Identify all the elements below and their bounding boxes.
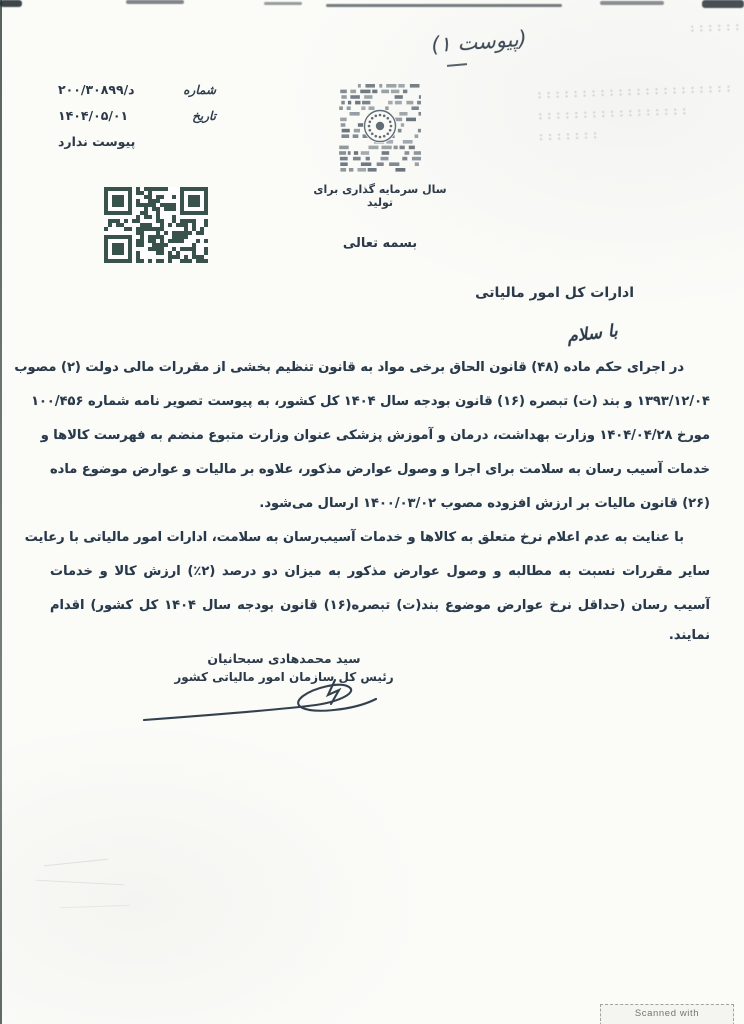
body-line: (۲۶) قانون مالیات بر ارزش افزوده مصوب ۱۴۰۰/۰۳/۰۲ ارسال می‌شود. xyxy=(259,496,710,511)
scan-smudge xyxy=(600,1,664,5)
signature-scribble-icon xyxy=(138,676,388,728)
letter-body xyxy=(14,353,711,643)
signatory-title: رئیس کل سازمان امور مالیاتی کشور xyxy=(174,670,394,684)
qr-code xyxy=(104,187,208,263)
pencil-mark xyxy=(44,859,108,867)
date-label: تاریخ xyxy=(192,109,216,123)
body-line: آسیب رسان (حداقل نرخ عوارض موضوع بند(ت) تبصره(۱۶) قانون بودجه سال ۱۴۰۴ کل کشور) اقدام نمایند. xyxy=(50,598,710,643)
number-value: د/۲۰۰/۳۰۸۹۹ xyxy=(58,82,135,97)
bismillah-text: بسمه تعالی xyxy=(342,236,418,251)
scan-smudge xyxy=(326,4,562,7)
body-line: مورخ ۱۴۰۴/۰۴/۲۸ وزارت بهداشت، درمان و آموزش پزشکی عنوان وزارت متبوع منضم به فهرست کالاها و xyxy=(40,428,710,443)
body-line: در اجرای حکم ماده (۴۸) قانون الحاق برخی مواد به قانون تنظیم بخشی از مقررات مالی دولت (۲) مصوب xyxy=(14,360,684,375)
recipient-line: ادارات کل امور مالیاتی xyxy=(475,285,634,301)
faint-corner-mark xyxy=(688,23,741,46)
scan-smudge xyxy=(702,0,744,8)
letter-date-row xyxy=(58,108,216,123)
scan-smudge xyxy=(264,2,302,5)
body-line: ۱۳۹۳/۱۲/۰۴ و بند (ت) تبصره (۱۶) قانون بودجه سال ۱۴۰۴ کل کشور، به پیوست تصویر نامه شماره ۱۰۰/۴۵۶ xyxy=(31,394,710,409)
faint-stamp-line xyxy=(536,107,686,119)
attachment-note: پیوست ندارد xyxy=(58,134,136,149)
faint-stamp-line xyxy=(688,23,740,32)
body-line: با عنایت به عدم اعلام نرخ متعلق به کالاها و خدمات آسیب‌رسان به سلامت، ادارات امور مالیاتی با رعایت xyxy=(24,530,684,545)
letter-meta-block xyxy=(58,82,216,149)
scanner-watermark xyxy=(600,1004,734,1024)
handwritten-attachment-note: (پیوست ۱) xyxy=(430,26,528,58)
scan-smudge xyxy=(126,0,184,4)
salutation-handwritten: با سلام xyxy=(566,320,620,348)
pencil-mark xyxy=(60,905,130,908)
faint-stamp-line xyxy=(535,85,731,99)
scan-left-edge-line xyxy=(0,0,2,1024)
letterhead-slogan: سال سرمایه گذاری برای تولید xyxy=(313,183,447,209)
letter-number-row xyxy=(58,82,216,97)
faint-received-stamp xyxy=(535,85,735,155)
organization-emblem-stamp-icon xyxy=(338,84,422,172)
scanner-watermark-text: Scanned with xyxy=(634,1008,700,1019)
scan-smudge xyxy=(0,0,22,7)
pencil-mark xyxy=(36,880,124,886)
handwritten-underline xyxy=(447,63,467,67)
body-line: سایر مقررات نسبت به مطالبه و وصول عوارض مذکور به میزان دو درصد (۲٪) ارزش کالا و خدمات xyxy=(50,564,711,579)
date-value: ۱۴۰۴/۰۵/۰۱ xyxy=(58,108,129,123)
body-line: خدمات آسیب رسان به سلامت برای اجرا و وصول عوارض مذکور، علاوه بر مالیات و عوارض موضوع ماده xyxy=(50,462,710,477)
signatory-name: سید محمدهادی سبحانیان xyxy=(207,651,361,666)
number-label: شماره xyxy=(183,83,216,97)
faint-stamp-line xyxy=(536,131,596,140)
